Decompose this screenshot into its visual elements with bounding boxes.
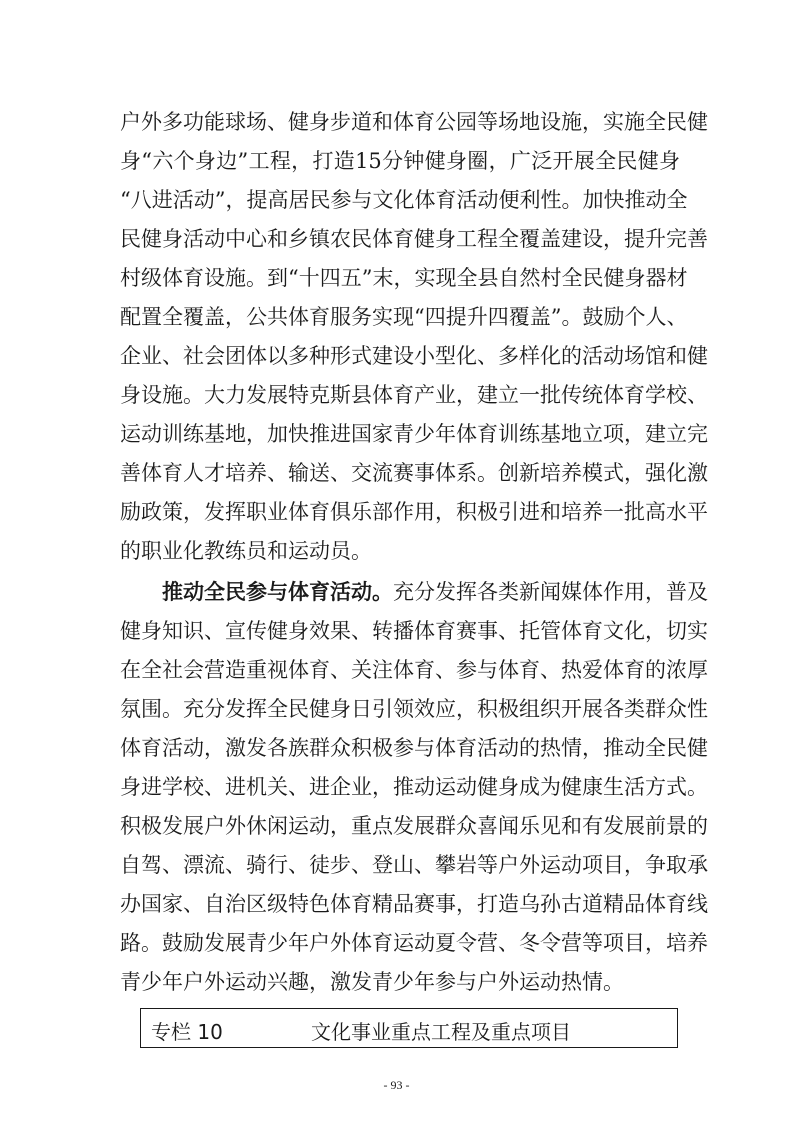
text-line: 在全社会营造重视体育、关注体育、参与体育、热爱体育的浓厚 — [120, 658, 708, 682]
text-line: 路。鼓励发展青少年户外体育运动夏令营、冬令营等项目，培养 — [120, 931, 708, 955]
text-line: 配置全覆盖，公共体育服务实现“四提升四覆盖”。鼓励个人、 — [120, 305, 688, 329]
text-line — [162, 578, 708, 606]
text-line: 体育活动，激发各族群众积极参与体育活动的热情，推动全民健 — [120, 736, 708, 760]
text-line: 户外多功能球场、健身步道和体育公园等场地设施，实施全民健 — [120, 110, 708, 134]
text-line: 健身知识、宣传健身效果、转播体育赛事、托管体育文化，切实 — [120, 619, 708, 643]
text-line: 企业、社会团体以多种形式建设小型化、多样化的活动场馆和健 — [120, 344, 708, 368]
text-line: 善体育人才培养、输送、交流赛事体系。创新培养模式，强化激 — [120, 461, 708, 485]
text-line: 氛围。充分发挥全民健身日引领效应，积极组织开展各类群众性 — [120, 697, 708, 721]
text-line: 身进学校、进机关、进企业，推动运动健身成为健康生活方式。 — [120, 775, 708, 799]
text-line: 自驾、漂流、骑行、徒步、登山、攀岩等户外运动项目，争取承 — [120, 853, 708, 877]
text-line: 村级体育设施。到“十四五”末，实现全县自然村全民健身器材 — [120, 266, 688, 290]
text-line: 办国家、自治区级特色体育精品赛事，打造乌孙古道精品体育线 — [120, 892, 708, 916]
text-line: 身设施。大力发展特克斯县体育产业，建立一批传统体育学校、 — [120, 383, 708, 407]
column-box — [140, 1008, 678, 1048]
text-span: 充分发挥各类新闻媒体作用，普及 — [393, 580, 708, 604]
column-title: 文化事业重点工程及重点项目 — [311, 1020, 571, 1044]
text-line: 积极发展户外休闲运动，重点发展群众喜闻乐见和有发展前景的 — [120, 814, 708, 838]
text-line: 身“六个身边”工程，打造15分钟健身圈，广泛开展全民健身 — [120, 149, 680, 173]
text-line: 的职业化教练员和运动员。 — [120, 539, 372, 563]
text-line: 励政策，发挥职业体育俱乐部作用，积极引进和培养一批高水平 — [120, 500, 708, 524]
text-line: 运动训练基地，加快推进国家青少年体育训练基地立项，建立完 — [120, 422, 708, 446]
page-number: - 93 - — [383, 1078, 410, 1092]
column-label: 专栏 10 — [151, 1020, 223, 1044]
text-line: “八进活动”，提高居民参与文化体育活动便利性。加快推动全 — [120, 188, 688, 212]
paragraph-heading: 推动全民参与体育活动。 — [162, 580, 393, 604]
text-line: 民健身活动中心和乡镇农民体育健身工程全覆盖建设，提升完善 — [120, 227, 708, 251]
text-line: 青少年户外运动兴趣，激发青少年参与户外运动热情。 — [120, 970, 624, 994]
